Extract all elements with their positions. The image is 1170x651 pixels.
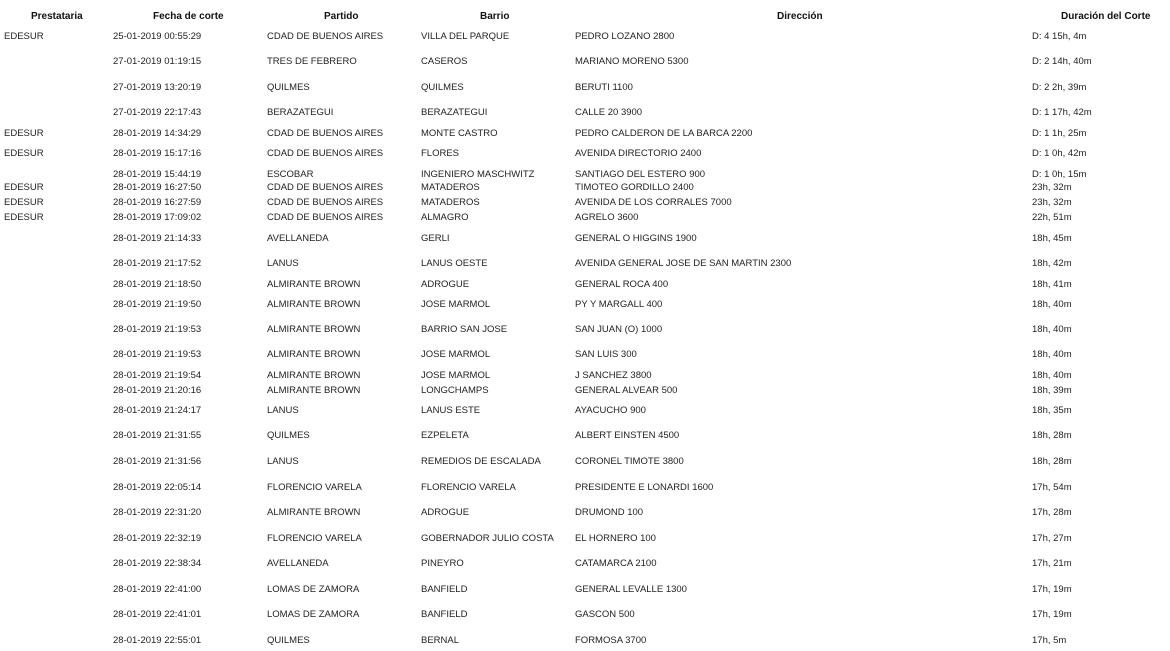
table-row	[0, 258, 1170, 270]
cell-barrio: ADROGUE	[421, 279, 470, 290]
cell-fecha: 28-01-2019 22:05:14	[113, 482, 202, 493]
cell-barrio: QUILMES	[421, 82, 464, 93]
cell-fecha: 28-01-2019 21:17:52	[113, 258, 202, 269]
cell-barrio: BERAZATEGUI	[421, 107, 488, 118]
cell-duracion: 18h, 28m	[1032, 430, 1072, 441]
cell-barrio: JOSE MARMOL	[421, 370, 491, 381]
cell-partido: QUILMES	[267, 430, 310, 441]
cell-duracion: D: 2 14h, 40m	[1032, 56, 1092, 67]
cell-direccion: AVENIDA DE LOS CORRALES 7000	[575, 197, 732, 208]
table-row	[0, 370, 1170, 382]
cell-partido: ALMIRANTE BROWN	[267, 370, 361, 381]
cell-partido: FLORENCIO VARELA	[267, 533, 362, 544]
table-row	[0, 507, 1170, 519]
cell-direccion: FORMOSA 3700	[575, 635, 647, 646]
cell-prestataria: EDESUR	[4, 212, 44, 223]
cell-partido: LOMAS DE ZAMORA	[267, 609, 360, 620]
cell-barrio: BARRIO SAN JOSE	[421, 324, 508, 335]
cell-barrio: LANUS ESTE	[421, 405, 481, 416]
header-duracion-del-corte: Duración del Corte	[1061, 11, 1151, 22]
cell-direccion: GENERAL ALVEAR 500	[575, 385, 678, 396]
cell-partido: ALMIRANTE BROWN	[267, 324, 361, 335]
cell-direccion: CORONEL TIMOTE 3800	[575, 456, 684, 467]
cell-fecha: 27-01-2019 22:17:43	[113, 107, 202, 118]
table-row	[0, 558, 1170, 570]
cell-prestataria: EDESUR	[4, 128, 44, 139]
cell-direccion: GENERAL O HIGGINS 1900	[575, 233, 697, 244]
cell-partido: TRES DE FEBRERO	[267, 56, 357, 67]
cell-partido: ALMIRANTE BROWN	[267, 349, 361, 360]
cell-fecha: 28-01-2019 22:55:01	[113, 635, 202, 646]
cell-direccion: J SANCHEZ 3800	[575, 370, 652, 381]
table-row	[0, 324, 1170, 336]
cell-barrio: EZPELETA	[421, 430, 469, 441]
cell-barrio: REMEDIOS DE ESCALADA	[421, 456, 541, 467]
cell-barrio: GOBERNADOR JULIO COSTA	[421, 533, 554, 544]
cell-prestataria: EDESUR	[4, 31, 44, 42]
cell-duracion: D: 2 2h, 39m	[1032, 82, 1087, 93]
table-row	[0, 385, 1170, 397]
cell-direccion: CATAMARCA 2100	[575, 558, 657, 569]
cell-barrio: LANUS OESTE	[421, 258, 488, 269]
table-row	[0, 82, 1170, 94]
cell-partido: ALMIRANTE BROWN	[267, 507, 361, 518]
table-row	[0, 349, 1170, 361]
cell-fecha: 28-01-2019 16:27:59	[113, 197, 202, 208]
cell-fecha: 28-01-2019 14:34:29	[113, 128, 202, 139]
cell-barrio: BANFIELD	[421, 609, 468, 620]
cell-partido: QUILMES	[267, 82, 310, 93]
table-row	[0, 128, 1170, 140]
cell-duracion: D: 4 15h, 4m	[1032, 31, 1087, 42]
cell-duracion: 18h, 39m	[1032, 385, 1072, 396]
table-row	[0, 609, 1170, 621]
table-row	[0, 456, 1170, 468]
cell-direccion: SAN LUIS 300	[575, 349, 637, 360]
cell-partido: ALMIRANTE BROWN	[267, 299, 361, 310]
cell-direccion: BERUTI 1100	[575, 82, 633, 93]
table-row	[0, 482, 1170, 494]
cell-duracion: 18h, 41m	[1032, 279, 1072, 290]
cell-direccion: PY Y MARGALL 400	[575, 299, 663, 310]
cell-direccion: AVENIDA DIRECTORIO 2400	[575, 148, 702, 159]
table-row	[0, 299, 1170, 311]
cell-fecha: 28-01-2019 21:19:54	[113, 370, 202, 381]
cell-direccion: GASCON 500	[575, 609, 635, 620]
table-row	[0, 107, 1170, 119]
cell-partido: AVELLANEDA	[267, 558, 329, 569]
cell-direccion: GENERAL ROCA 400	[575, 279, 669, 290]
cell-partido: LANUS	[267, 405, 299, 416]
cell-direccion: PRESIDENTE E LONARDI 1600	[575, 482, 714, 493]
cell-barrio: MATADEROS	[421, 197, 480, 208]
cell-partido: ALMIRANTE BROWN	[267, 279, 361, 290]
table-row	[0, 56, 1170, 68]
cell-duracion: 18h, 35m	[1032, 405, 1072, 416]
cell-duracion: 17h, 21m	[1032, 558, 1072, 569]
cell-fecha: 28-01-2019 21:14:33	[113, 233, 202, 244]
cell-partido: CDAD DE BUENOS AIRES	[267, 31, 384, 42]
cell-fecha: 27-01-2019 13:20:19	[113, 82, 202, 93]
cell-barrio: GERLI	[421, 233, 450, 244]
cell-partido: QUILMES	[267, 635, 310, 646]
cell-barrio: FLORENCIO VARELA	[421, 482, 516, 493]
cell-fecha: 28-01-2019 21:20:16	[113, 385, 202, 396]
table-row	[0, 584, 1170, 596]
cell-partido: CDAD DE BUENOS AIRES	[267, 212, 384, 223]
header-fecha-de-corte: Fecha de corte	[153, 11, 224, 22]
cell-direccion: MARIANO MORENO 5300	[575, 56, 689, 67]
cell-prestataria: EDESUR	[4, 182, 44, 193]
cell-duracion: 22h, 51m	[1032, 212, 1072, 223]
cell-partido: CDAD DE BUENOS AIRES	[267, 128, 384, 139]
cell-fecha: 28-01-2019 22:41:01	[113, 609, 202, 620]
cell-fecha: 28-01-2019 21:18:50	[113, 279, 202, 290]
cell-direccion: EL HORNERO 100	[575, 533, 656, 544]
cell-fecha: 28-01-2019 22:38:34	[113, 558, 202, 569]
cell-barrio: ALMAGRO	[421, 212, 469, 223]
cell-fecha: 28-01-2019 22:41:00	[113, 584, 202, 595]
cell-fecha: 28-01-2019 15:44:19	[113, 169, 202, 180]
table-row	[0, 212, 1170, 224]
cell-fecha: 28-01-2019 22:31:20	[113, 507, 202, 518]
cell-barrio: FLORES	[421, 148, 460, 159]
cell-barrio: JOSE MARMOL	[421, 299, 491, 310]
cell-partido: CDAD DE BUENOS AIRES	[267, 182, 384, 193]
cell-barrio: BANFIELD	[421, 584, 468, 595]
cell-fecha: 28-01-2019 21:19:53	[113, 349, 202, 360]
table-row	[0, 197, 1170, 209]
cell-barrio: JOSE MARMOL	[421, 349, 491, 360]
table-row	[0, 233, 1170, 245]
header-partido: Partido	[324, 11, 359, 22]
table-row	[0, 430, 1170, 442]
cell-fecha: 28-01-2019 21:31:56	[113, 456, 202, 467]
cell-fecha: 28-01-2019 22:32:19	[113, 533, 202, 544]
table-row	[0, 635, 1170, 647]
cell-duracion: D: 1 0h, 42m	[1032, 148, 1087, 159]
table-row	[0, 405, 1170, 417]
cell-barrio: BERNAL	[421, 635, 460, 646]
cell-fecha: 25-01-2019 00:55:29	[113, 31, 202, 42]
cell-direccion: ALBERT EINSTEN 4500	[575, 430, 680, 441]
cell-barrio: INGENIERO MASCHWITZ	[421, 169, 535, 180]
cell-duracion: D: 1 1h, 25m	[1032, 128, 1087, 139]
cell-direccion: SANTIAGO DEL ESTERO 900	[575, 169, 706, 180]
cell-barrio: MONTE CASTRO	[421, 128, 498, 139]
header-prestataria: Prestataria	[31, 11, 83, 22]
cell-direccion: TIMOTEO GORDILLO 2400	[575, 182, 694, 193]
table-row	[0, 182, 1170, 194]
header-barrio: Barrio	[480, 11, 510, 22]
cell-duracion: 18h, 40m	[1032, 370, 1072, 381]
table-row	[0, 169, 1170, 181]
cell-duracion: 17h, 19m	[1032, 609, 1072, 620]
header-direccion: Dirección	[777, 11, 823, 22]
cell-direccion: GENERAL LEVALLE 1300	[575, 584, 687, 595]
cell-barrio: CASEROS	[421, 56, 468, 67]
cell-fecha: 28-01-2019 21:19:50	[113, 299, 202, 310]
table-row	[0, 31, 1170, 43]
cell-barrio: ADROGUE	[421, 507, 470, 518]
cell-partido: CDAD DE BUENOS AIRES	[267, 197, 384, 208]
cell-partido: LANUS	[267, 456, 299, 467]
cell-prestataria: EDESUR	[4, 148, 44, 159]
cell-duracion: 17h, 28m	[1032, 507, 1072, 518]
cell-partido: LOMAS DE ZAMORA	[267, 584, 360, 595]
cell-duracion: 17h, 27m	[1032, 533, 1072, 544]
cell-duracion: 17h, 54m	[1032, 482, 1072, 493]
cell-duracion: 23h, 32m	[1032, 182, 1072, 193]
cell-partido: LANUS	[267, 258, 299, 269]
cell-direccion: AVENIDA GENERAL JOSE DE SAN MARTIN 2300	[575, 258, 792, 269]
cell-duracion: 18h, 40m	[1032, 349, 1072, 360]
cell-duracion: 18h, 42m	[1032, 258, 1072, 269]
cell-direccion: SAN JUAN (O) 1000	[575, 324, 663, 335]
cell-duracion: 18h, 28m	[1032, 456, 1072, 467]
cell-fecha: 28-01-2019 21:31:55	[113, 430, 202, 441]
table-row	[0, 533, 1170, 545]
cell-partido: BERAZATEGUI	[267, 107, 334, 118]
cell-barrio: VILLA DEL PARQUE	[421, 31, 510, 42]
cell-partido: FLORENCIO VARELA	[267, 482, 362, 493]
cell-barrio: LONGCHAMPS	[421, 385, 489, 396]
cell-fecha: 28-01-2019 21:24:17	[113, 405, 202, 416]
cell-duracion: 23h, 32m	[1032, 197, 1072, 208]
cell-direccion: PEDRO LOZANO 2800	[575, 31, 675, 42]
cell-direccion: AGRELO 3600	[575, 212, 639, 223]
cell-barrio: MATADEROS	[421, 182, 480, 193]
cell-fecha: 27-01-2019 01:19:15	[113, 56, 202, 67]
cell-prestataria: EDESUR	[4, 197, 44, 208]
table-row	[0, 148, 1170, 160]
cell-fecha: 28-01-2019 17:09:02	[113, 212, 202, 223]
cell-duracion: 18h, 40m	[1032, 299, 1072, 310]
cell-duracion: 17h, 19m	[1032, 584, 1072, 595]
cell-duracion: 18h, 40m	[1032, 324, 1072, 335]
cell-barrio: PINEYRO	[421, 558, 464, 569]
cell-direccion: AYACUCHO 900	[575, 405, 646, 416]
cell-fecha: 28-01-2019 21:19:53	[113, 324, 202, 335]
cell-partido: AVELLANEDA	[267, 233, 329, 244]
cell-duracion: 18h, 45m	[1032, 233, 1072, 244]
cell-partido: ALMIRANTE BROWN	[267, 385, 361, 396]
cell-fecha: 28-01-2019 15:17:16	[113, 148, 202, 159]
cell-duracion: D: 1 17h, 42m	[1032, 107, 1092, 118]
table-row	[0, 279, 1170, 291]
cell-partido: CDAD DE BUENOS AIRES	[267, 148, 384, 159]
cell-duracion: 17h, 5m	[1032, 635, 1067, 646]
cell-direccion: CALLE 20 3900	[575, 107, 643, 118]
cell-direccion: PEDRO CALDERON DE LA BARCA 2200	[575, 128, 753, 139]
cell-partido: ESCOBAR	[267, 169, 314, 180]
cell-duracion: D: 1 0h, 15m	[1032, 169, 1087, 180]
cell-direccion: DRUMOND 100	[575, 507, 644, 518]
cell-fecha: 28-01-2019 16:27:50	[113, 182, 202, 193]
